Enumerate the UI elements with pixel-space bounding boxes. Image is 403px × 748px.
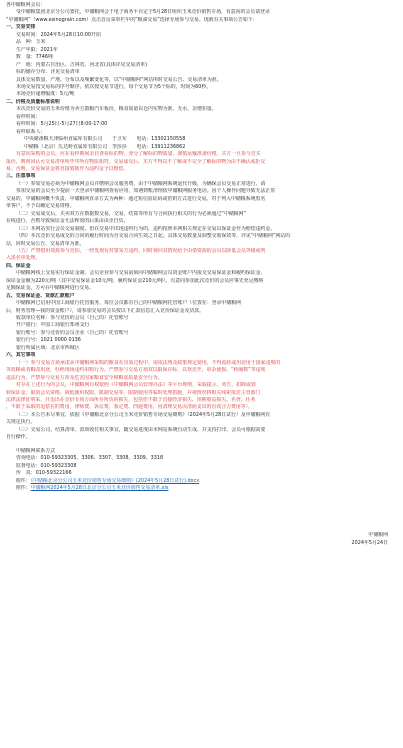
- attachment-row: [6, 485, 398, 492]
- text-line: 具体交易数量、产地、分布以及频繁变化等，以“中储粮网”网站所时交易公告、交易清单为准。: [16, 76, 222, 83]
- text-line: 入黑名单处理。: [6, 255, 41, 262]
- text-line: （一）参与交易方须承诺从中储粮网采购的粮食在出质过程中，需依法规及政策规定使用，不得流转或用途用于国家违规的: [16, 359, 281, 366]
- text-line: 等改粮或者粮改用途，杜绝现场违约串购行为，严禁参与交易方须双以取保存标，以欢竞开、串杂使损、“转圈数”等违规: [6, 367, 266, 374]
- text-line: 单客户，不予以确定交易资格。: [6, 203, 75, 210]
- text-line: 本次竞价交易的玉米价格为卖方散粮汽车板价，粮食质量以仓内实物为准，无水、杂增扣量。: [16, 106, 217, 113]
- text-line: 各中储粮网会员：: [6, 2, 46, 8]
- text-line: 站，同时交易公告、交易清单为准。: [6, 240, 85, 247]
- announcement-body: [6, 2, 398, 547]
- text-line: 足额保证金。方可在中储粮网进行交易。: [6, 285, 95, 292]
- text-line: 咨询电话：010-59323305、3306、3307、3308、3309、3318: [16, 455, 164, 462]
- text-line: （三）交易公司、结算清单、款项收付相关事宜，随交易进度由本网站系统自动生成，并支持打印，会员可根据需要: [16, 426, 266, 433]
- text-line: 品 种：玉米: [16, 39, 46, 46]
- footer-date: 2024年5月24日: [351, 539, 388, 546]
- text-line: 传 真：010-59322166: [16, 470, 72, 477]
- attachment-row: [6, 478, 398, 485]
- announcement-text: [6, 2, 398, 478]
- text-line: 对存在上述行为的会员，中储粮网有权依照《中储粮网会员管理办法》等平台规则，采取提示、劝告、扣除或划: [16, 382, 256, 389]
- text-line: 银行行号：1021 0000 0136: [16, 337, 81, 344]
- text-line: 生产年限：2021年: [16, 46, 58, 53]
- text-line: 报价，则视同认可交易清单所毕序所有物质相符。交易成交后，买方不得以不了解或不完全了解标的物为由不确认或拒交: [6, 158, 266, 165]
- text-line: 银行账号：参与竞价的会员企业（自己的）托管账号: [16, 329, 129, 336]
- text-line: 数 量：7746吨: [16, 54, 53, 61]
- text-line: 中储粮网联系方式: [16, 447, 56, 454]
- text-line: 交易时间：2024年5月28日10:00开拍: [16, 31, 101, 38]
- footer-org: 中储粮网: [368, 532, 388, 539]
- text-line: 有意向采购的会员，应在看样期间亲自查看标的物，充分了解标的物质量，谨慎运输准备价格。买方一旦参与竞买: [16, 151, 261, 158]
- text-line: 产 地：内蒙古自治区、吉林省、河北省(具体详见交易清单): [16, 61, 147, 68]
- text-line: 看样时间：5月25日-5月27日8:00-17:00: [16, 121, 108, 128]
- text-line: 监督电话：010-59323308: [16, 462, 77, 469]
- text-line: 五、交易保证金、货款汇款账户: [6, 292, 75, 299]
- text-line: 二、价格及质量标准说明: [6, 98, 60, 105]
- text-line: （二）本公告未尽事宜，依据《中储粮北京分公司玉米竞价销售专场交易细则》（2024年5月28日试行）及中储粮网有: [16, 411, 271, 418]
- text-line: 三、注意事项: [6, 173, 36, 180]
- text-line: ，不限于采取的追偿在的费用，律师费、诉讼费、鉴定费、四通费用，因清理交易决清而支出的有效合力费用等）。: [6, 404, 253, 411]
- text-line: 保证金金额为220元/吨（其中交易保证金10元/吨，履约保证金210元/吨）。有意向参加此次竞价的会员应事先充足缴纳: [6, 277, 264, 284]
- text-line: （一）参加交易必须为中储粮网会员并缴纳会员服务费，由于中储粮网系统退代升级，为确保会员交易正常进行，请: [16, 180, 266, 187]
- text-line: 四、保证金: [6, 262, 31, 269]
- text-line: 一、交易安排: [6, 24, 36, 31]
- text-line: 本场交易按交易标的序号顺序，依次按交易节进行，每个交易节为5个标的，时间为60秒。: [16, 83, 212, 90]
- text-line: 中储粮（北京）仄达岭直属库有限公司 李莎莎 电话：13911236862: [24, 143, 186, 150]
- text-line: 受中储粮集团北京分公司委托，中储粮网会于电子商务平台定于5月28日组织玉米竞价销售专场，有意向的会员请登录: [16, 9, 270, 16]
- text-line: 六、其它事项: [6, 352, 36, 359]
- text-line: 中储粮网线上交易实行保证金制，会员企业参与交易前须向中储粮网会员资金账户内报交交易保证金和履约保证金，: [16, 270, 266, 277]
- attachment-link-rules[interactable]: 《中储粮北京分公司玉米竞价销售专场交易细则》(2024年5月28日试行).docx: [30, 477, 200, 484]
- text-line: 看样联系人：: [16, 128, 46, 135]
- text-line: 转保证金、取消会员资格、降低使用权限、限制交易等、限制使用等临时处理措施，并视情况将相关线索报送主管部门: [6, 389, 261, 396]
- text-line: 交易的，中储粮网概不负责。中储粮网直录方式为两种：通过短信验证码或密钥方式进行交易。对于列入中储粮系统黑名: [6, 195, 266, 202]
- text-line: （二）交易成交后，买卖双方在数据数交易，交易、结算等所有与合同执行相关的行为必须通过“中储粮网”: [16, 210, 247, 217]
- text-line: 关规定执行。: [6, 419, 36, 426]
- text-line: （三）本网站实行会员交易制度，但在交易中出现违约行为的，违约按照本网相关规定在交易以保证金作为赔偿违约金。: [16, 225, 276, 232]
- text-line: 本场竞价递增幅度：5元/吨: [16, 91, 75, 98]
- text-line: 银行所属区域：北京市西城区: [16, 344, 80, 351]
- text-line: 中储粮网已启用中国工商银行托管服务，每位会员都有自己的中储粮网托管账户（位置在：登录中储粮网: [16, 300, 241, 307]
- attachment-prefix: 附件：: [16, 477, 31, 484]
- text-line: 易。否则，交易保证金将直接划拨作为违约金予以赔偿。: [6, 165, 129, 172]
- text-line: 法律法律征明采，并追出在竞价专项方面所存所负的损失，包括但不限于直接经济损失、预期收益损失、名誉、任务: [6, 397, 256, 404]
- text-line: 在线进行，否则导致保证金无法释放的后果由由企自负。: [6, 218, 129, 225]
- text-line: 开户银行：中国工商银行郑州支行: [16, 322, 90, 329]
- text-line: 中央储备粮天津临州直属库有限公司 于卫军 电话：13302150558: [24, 136, 186, 143]
- text-line: 后，财务管理—我的资金账户），请参加交易的会员按以下汇款信息汇入竞价保证金及货款。: [6, 307, 205, 314]
- text-line: （五）严禁借用资源参与竞拍，一经发现有对蒙采方违约，同时视同其情况给予由借资源的会员以降低会员等级或列: [16, 247, 266, 254]
- text-line: 自行操作。: [6, 434, 31, 441]
- text-line: 违法行为，严禁参与交易方涉及危害国家粮食安全和粮食质量安全行为。: [6, 374, 163, 381]
- text-line: “中储粮网”（www.esinograin.com）点击首页菜单栏中的“粮油交易”选择专场参与交易。现就有关事项公告如下：: [6, 16, 258, 23]
- text-line: 参加交易的会员至少提前一天登录中储粮网查看应用，如遇到账清理依中储粮网服务电话。因个人操作问题导致无法正常: [16, 188, 276, 195]
- text-line: 标的储存分布：详见交易清单: [16, 69, 80, 76]
- attachment-prefix: 附件：: [16, 485, 31, 491]
- text-line: 收款单位名称：参与竞价的会员（自己的）托管账号: [16, 315, 129, 322]
- text-line: （四）本次竞价交易成交的合同的履行时间为自交易合同生效之日起。具体交易数量及调整交收保效等，详见“中储粮网”网站的: [16, 233, 291, 240]
- attachment-link-list[interactable]: 中储粮网2024年5月28日北京分公司玉米竞价销售交易清单.xls: [30, 485, 169, 491]
- text-line: 看样时间：: [16, 113, 41, 120]
